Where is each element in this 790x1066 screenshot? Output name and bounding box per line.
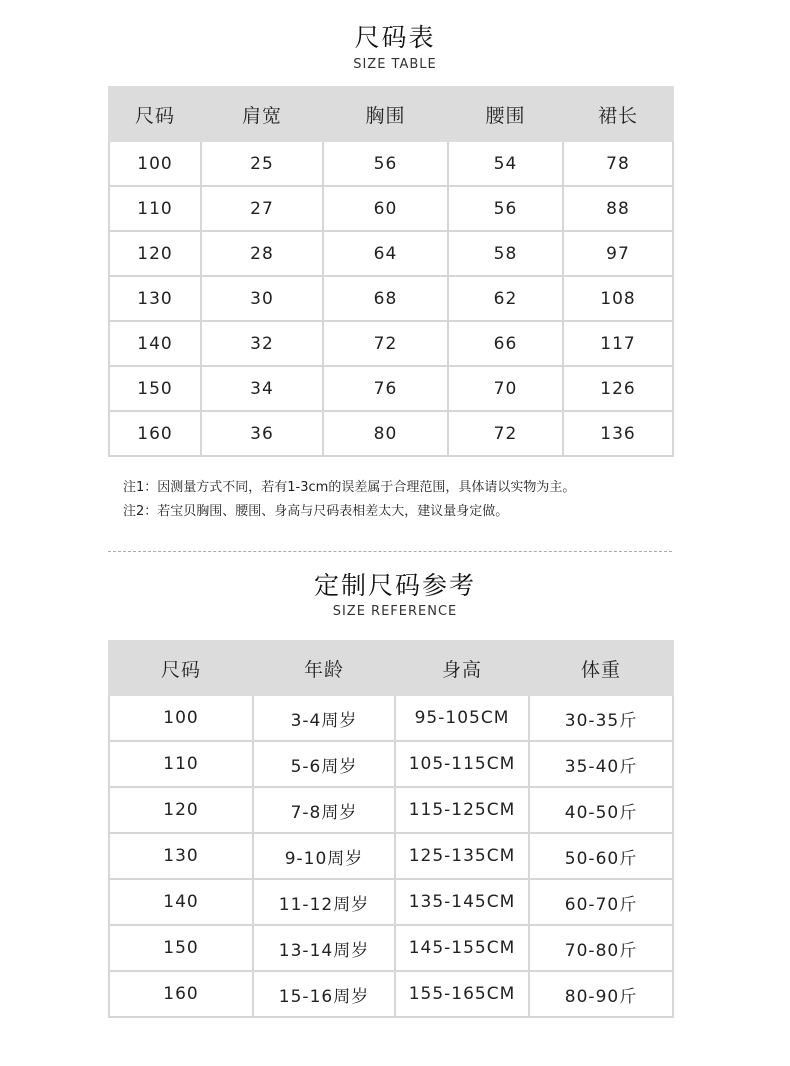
- cell-size: 160: [109, 971, 253, 1017]
- cell-skirt-length: 108: [563, 276, 673, 321]
- cell-size: 130: [109, 276, 201, 321]
- cell-skirt-length: 97: [563, 231, 673, 276]
- table-row: [109, 787, 673, 833]
- note-1: 注1：因测量方式不同，若有1-3cm的误差属于合理范围，具体请以实物为主。: [123, 480, 576, 495]
- cell-height: 95-105CM: [395, 695, 529, 741]
- reference-table-subtitle: SIZE REFERENCE: [332, 604, 458, 619]
- cell-chest: 68: [323, 276, 448, 321]
- header-waist: 腰围: [448, 87, 563, 141]
- cell-size: 120: [109, 231, 201, 276]
- header-chest: 胸围: [323, 87, 448, 141]
- cell-shoulder: 27: [201, 186, 323, 231]
- size-table-header-row: [109, 87, 673, 141]
- header-size: 尺码: [109, 87, 201, 141]
- cell-waist: 54: [448, 141, 563, 186]
- cell-size: 110: [109, 186, 201, 231]
- cell-skirt-length: 78: [563, 141, 673, 186]
- cell-skirt-length: 117: [563, 321, 673, 366]
- cell-skirt-length: 136: [563, 411, 673, 456]
- cell-size: 150: [109, 925, 253, 971]
- table-row: [109, 879, 673, 925]
- table-row: [109, 411, 673, 456]
- table-row: [109, 833, 673, 879]
- cell-chest: 60: [323, 186, 448, 231]
- header-weight: 体重: [529, 641, 673, 695]
- cell-age: 11-12周岁: [253, 879, 395, 925]
- cell-waist: 62: [448, 276, 563, 321]
- header-size: 尺码: [109, 641, 253, 695]
- cell-weight: 70-80斤: [529, 925, 673, 971]
- cell-height: 145-155CM: [395, 925, 529, 971]
- header-height: 身高: [395, 641, 529, 695]
- cell-waist: 56: [448, 186, 563, 231]
- cell-age: 5-6周岁: [253, 741, 395, 787]
- table-row: [109, 925, 673, 971]
- cell-size: 120: [109, 787, 253, 833]
- header-shoulder: 肩宽: [201, 87, 323, 141]
- cell-chest: 64: [323, 231, 448, 276]
- cell-weight: 50-60斤: [529, 833, 673, 879]
- cell-weight: 60-70斤: [529, 879, 673, 925]
- cell-chest: 56: [323, 141, 448, 186]
- cell-age: 3-4周岁: [253, 695, 395, 741]
- reference-table-header-row: [109, 641, 673, 695]
- cell-chest: 76: [323, 366, 448, 411]
- cell-waist: 70: [448, 366, 563, 411]
- cell-age: 9-10周岁: [253, 833, 395, 879]
- cell-weight: 35-40斤: [529, 741, 673, 787]
- cell-chest: 80: [323, 411, 448, 456]
- table-row: [109, 276, 673, 321]
- cell-size: 140: [109, 879, 253, 925]
- cell-age: 15-16周岁: [253, 971, 395, 1017]
- cell-size: 110: [109, 741, 253, 787]
- cell-size: 140: [109, 321, 201, 366]
- table-row: [109, 971, 673, 1017]
- cell-waist: 66: [448, 321, 563, 366]
- cell-height: 105-115CM: [395, 741, 529, 787]
- cell-size: 100: [109, 695, 253, 741]
- header-skirt-length: 裙长: [563, 87, 673, 141]
- size-table: [108, 86, 674, 457]
- header-age: 年龄: [253, 641, 395, 695]
- cell-weight: 80-90斤: [529, 971, 673, 1017]
- cell-size: 100: [109, 141, 201, 186]
- size-table-subtitle: SIZE TABLE: [353, 57, 437, 72]
- note-2: 注2：若宝贝胸围、腰围、身高与尺码表相差太大，建议量身定做。: [123, 504, 509, 519]
- cell-age: 13-14周岁: [253, 925, 395, 971]
- table-row: [109, 231, 673, 276]
- cell-chest: 72: [323, 321, 448, 366]
- cell-size: 150: [109, 366, 201, 411]
- cell-shoulder: 28: [201, 231, 323, 276]
- cell-weight: 30-35斤: [529, 695, 673, 741]
- cell-waist: 72: [448, 411, 563, 456]
- reference-table: [108, 640, 674, 1018]
- cell-skirt-length: 126: [563, 366, 673, 411]
- table-row: [109, 186, 673, 231]
- cell-age: 7-8周岁: [253, 787, 395, 833]
- cell-height: 125-135CM: [395, 833, 529, 879]
- cell-waist: 58: [448, 231, 563, 276]
- reference-table-title: 定制尺码参考: [313, 571, 476, 600]
- table-row: [109, 741, 673, 787]
- table-row: [109, 141, 673, 186]
- cell-skirt-length: 88: [563, 186, 673, 231]
- cell-size: 130: [109, 833, 253, 879]
- notes: [123, 476, 575, 524]
- cell-height: 135-145CM: [395, 879, 529, 925]
- cell-shoulder: 25: [201, 141, 323, 186]
- size-table-title: 尺码表: [354, 23, 436, 52]
- cell-shoulder: 36: [201, 411, 323, 456]
- cell-shoulder: 32: [201, 321, 323, 366]
- cell-shoulder: 30: [201, 276, 323, 321]
- cell-weight: 40-50斤: [529, 787, 673, 833]
- table-row: [109, 321, 673, 366]
- section-divider: [108, 551, 672, 552]
- cell-size: 160: [109, 411, 201, 456]
- cell-height: 115-125CM: [395, 787, 529, 833]
- cell-shoulder: 34: [201, 366, 323, 411]
- table-row: [109, 366, 673, 411]
- table-row: [109, 695, 673, 741]
- cell-height: 155-165CM: [395, 971, 529, 1017]
